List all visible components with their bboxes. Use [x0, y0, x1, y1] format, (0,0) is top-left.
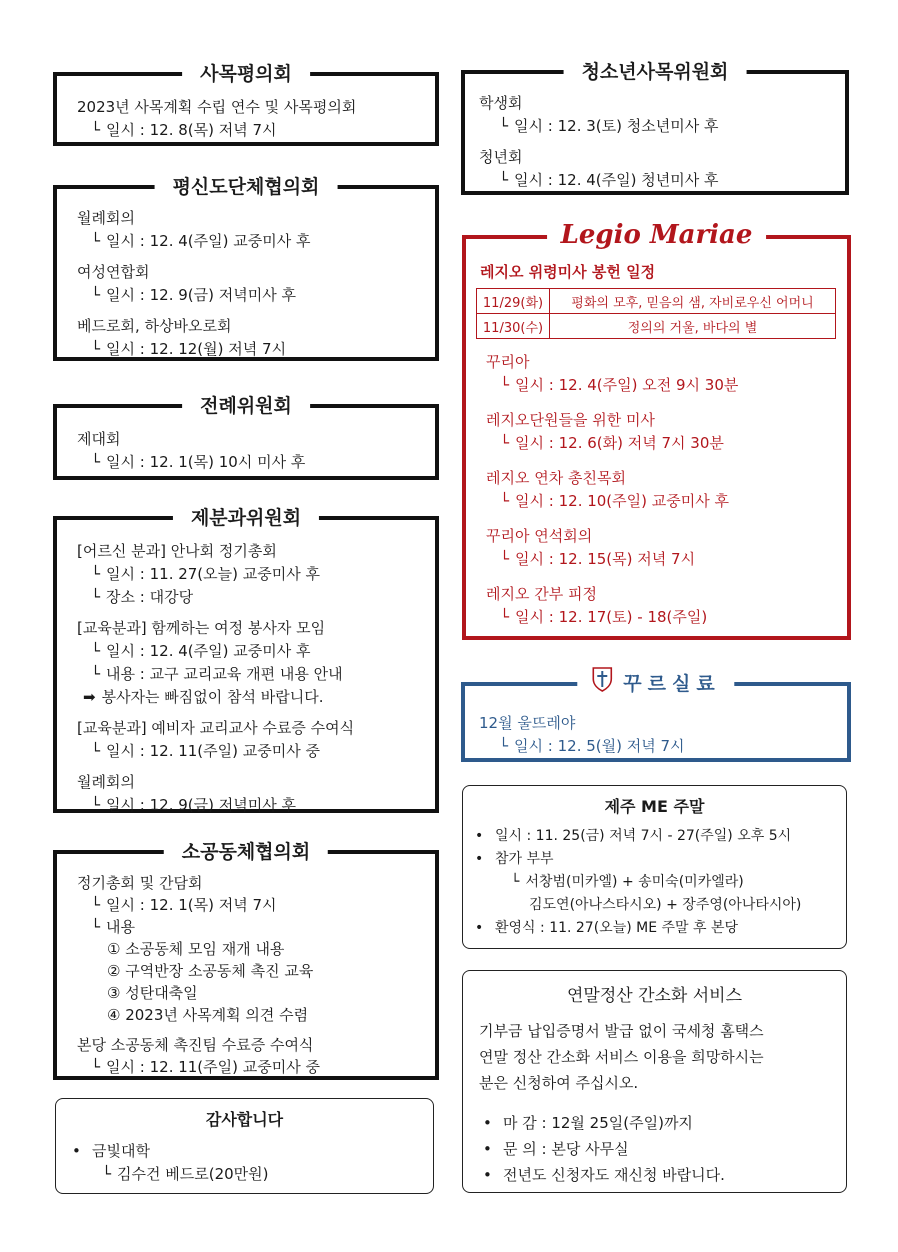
list-item: ④ 2023년 사목계획 의견 수렴 — [107, 1006, 309, 1024]
event-detail: 일시 : 12. 12(월) 저녁 7시 — [106, 340, 287, 358]
section-title: 사목평의회 — [182, 59, 310, 89]
section-title: 소공동체협의회 — [164, 837, 328, 867]
event-detail: 일시 : 12. 5(월) 저녁 7시 — [514, 737, 685, 755]
event-title: 꾸리아 — [486, 353, 530, 371]
event-detail: 일시 : 12. 3(토) 청소년미사 후 — [514, 117, 719, 135]
table-cell-text: 평화의 모후, 믿음의 샘, 자비로우신 어머니 — [550, 289, 836, 314]
thanks-box — [55, 1098, 434, 1194]
shield-icon — [591, 666, 613, 703]
bullet-icon: • — [483, 1114, 492, 1132]
thanks-donor-group: 금빛대학 — [92, 1142, 150, 1160]
me-box — [462, 785, 847, 949]
me-welcome: 환영식 : 11. 27(오늘) ME 주말 후 본당 — [495, 920, 739, 936]
list-item: ① 소공동체 모임 재개 내용 — [107, 940, 285, 958]
event-detail: 일시 : 12. 11(주일) 교중미사 중 — [106, 742, 320, 760]
corner-icon: └ — [91, 665, 101, 683]
tax-paragraph: 분은 신청하여 주십시오. — [479, 1074, 639, 1092]
corner-icon: └ — [102, 1165, 112, 1183]
event-detail: 일시 : 12. 10(주일) 교중미사 후 — [515, 492, 729, 510]
bullet-icon: • — [475, 920, 484, 936]
section-samok — [53, 63, 439, 146]
event-title: [교육분과] 예비자 교리교사 수료증 수여식 — [77, 719, 355, 737]
section-kkureshillo — [461, 673, 851, 762]
event-title: 꾸리아 연석회의 — [486, 527, 593, 545]
corner-icon: └ — [91, 232, 101, 250]
event-title: 12월 울뜨레야 — [479, 714, 576, 732]
corner-icon: └ — [91, 742, 101, 760]
group-name: 여성연합회 — [77, 263, 150, 281]
event-title: 레지오단원들을 위한 미사 — [486, 411, 655, 429]
event-detail: 일시 : 12. 4(주일) 오전 9시 30분 — [515, 376, 739, 394]
corner-icon: └ — [500, 492, 510, 510]
event-title: 레지오 간부 피정 — [486, 585, 597, 603]
corner-icon: └ — [91, 340, 101, 358]
bullet-icon: • — [483, 1140, 492, 1158]
schedule-title: 레지오 위령미사 봉헌 일정 — [480, 263, 656, 281]
legio-title: Legio Mariae — [547, 217, 767, 253]
bullet-icon: • — [483, 1166, 492, 1184]
list-item: ② 구역반장 소공동체 촉진 교육 — [107, 962, 314, 980]
event-detail: 일시 : 12. 1(목) 10시 미사 후 — [106, 453, 306, 471]
me-couple: 서창범(미카엘) + 송미숙(미카엘라) — [525, 874, 744, 890]
kkureshillo-title: 꾸르실료 — [623, 673, 721, 695]
event-detail: 일시 : 12. 8(목) 저녁 7시 — [106, 121, 277, 139]
event-detail: 일시 : 12. 4(주일) 교중미사 후 — [106, 642, 311, 660]
section-jebun — [53, 507, 439, 814]
section-title: 청소년사목위원회 — [564, 57, 747, 87]
section-title: 평신도단체협의회 — [155, 172, 338, 202]
event-detail: 내용 — [106, 918, 136, 936]
corner-icon: └ — [91, 565, 101, 583]
group-name: 베드로회, 하상바오로회 — [77, 317, 232, 335]
corner-icon: └ — [500, 608, 510, 626]
event-detail: 일시 : 12. 4(주일) 교중미사 후 — [106, 232, 311, 250]
group-name: 학생회 — [479, 94, 523, 112]
event-title: [어르신 분과] 안나회 정기총회 — [77, 542, 277, 560]
event-title: [교육분과] 함께하는 여정 봉사자 모임 — [77, 619, 326, 637]
event-detail: 일시 : 12. 4(주일) 청년미사 후 — [514, 171, 719, 189]
tax-box — [462, 970, 847, 1193]
event-title: 정기총회 및 간담회 — [77, 874, 203, 892]
corner-icon: └ — [91, 796, 101, 814]
tax-title: 연말정산 간소화 서비스 — [566, 986, 743, 1006]
event-detail: 일시 : 12. 1(목) 저녁 7시 — [106, 896, 277, 914]
table-cell-date: 11/29(화) — [477, 289, 550, 314]
corner-icon: └ — [511, 874, 520, 890]
section-pyeongsin — [53, 176, 439, 361]
bullet-icon: • — [475, 851, 484, 867]
list-item: ③ 성탄대축일 — [107, 984, 198, 1002]
arrow-right-icon: ➡ — [83, 688, 96, 706]
group-name: 월례회의 — [77, 209, 135, 227]
section-title: 제분과위원회 — [173, 503, 319, 533]
event-detail: 내용 : 교구 교리교육 개편 내용 안내 — [106, 665, 343, 683]
corner-icon: └ — [91, 453, 101, 471]
me-participants-label: 참가 부부 — [495, 851, 554, 867]
corner-icon: └ — [499, 171, 509, 189]
corner-icon: └ — [499, 737, 509, 755]
table-row — [477, 289, 836, 314]
section-legio — [462, 220, 851, 640]
corner-icon: └ — [91, 896, 101, 914]
bullet-icon: • — [475, 828, 484, 844]
event-detail: 일시 : 12. 6(화) 저녁 7시 30분 — [515, 434, 724, 452]
corner-icon: └ — [500, 550, 510, 568]
corner-icon: └ — [91, 918, 101, 936]
corner-icon: └ — [500, 376, 510, 394]
thanks-donor: 김수건 베드로(20만원) — [117, 1165, 269, 1183]
kkureshillo-header — [577, 666, 734, 703]
corner-icon: └ — [91, 1058, 101, 1076]
group-name: 청년회 — [479, 148, 523, 166]
table-cell-date: 11/30(수) — [477, 314, 550, 339]
corner-icon: └ — [499, 117, 509, 135]
event-detail: 일시 : 12. 15(목) 저녁 7시 — [515, 550, 696, 568]
corner-icon: └ — [500, 434, 510, 452]
corner-icon: └ — [91, 121, 101, 139]
me-couple: 김도연(아나스타시오) + 장주영(아나타시아) — [529, 897, 802, 913]
tax-paragraph: 기부금 납입증명서 발급 없이 국세청 홈택스 — [479, 1022, 764, 1040]
corner-icon: └ — [91, 286, 101, 304]
table-cell-text: 정의의 거울, 바다의 별 — [550, 314, 836, 339]
event-detail: 일시 : 11. 27(오늘) 교중미사 후 — [106, 565, 320, 583]
bullet-icon: • — [72, 1142, 81, 1160]
group-name: 제대회 — [77, 430, 121, 448]
corner-icon: └ — [91, 588, 101, 606]
event-detail: 일시 : 12. 9(금) 저녁미사 후 — [106, 796, 296, 814]
me-title: 제주 ME 주말 — [604, 797, 705, 816]
tax-deadline: 마 감 : 12월 25일(주일)까지 — [503, 1114, 693, 1132]
event-detail: 일시 : 12. 11(주일) 교중미사 중 — [106, 1058, 320, 1076]
tax-note: 전년도 신청자도 재신청 바랍니다. — [503, 1166, 725, 1184]
schedule-table — [476, 288, 836, 339]
thanks-title: 감사합니다 — [205, 1110, 284, 1129]
event-detail: 일시 : 12. 9(금) 저녁미사 후 — [106, 286, 296, 304]
tax-paragraph: 연말 정산 간소화 서비스 이용을 희망하시는 — [479, 1048, 764, 1066]
event-title: 레지오 연차 총친목회 — [486, 469, 626, 487]
section-sogong — [53, 841, 439, 1080]
tax-inquiry: 문 의 : 본당 사무실 — [503, 1140, 629, 1158]
table-row — [477, 314, 836, 339]
event-detail: 장소 : 대강당 — [106, 588, 194, 606]
section-jeonrye — [53, 395, 439, 480]
event-note: 봉사자는 빠짐없이 참석 바랍니다. — [101, 688, 324, 706]
section-title: 전례위원회 — [182, 391, 310, 421]
section-youth — [461, 61, 849, 195]
event-detail: 일시 : 12. 17(토) - 18(주일) — [515, 608, 708, 626]
event-title: 본당 소공동체 촉진팀 수료증 수여식 — [77, 1036, 314, 1054]
event-title: 월례회의 — [77, 773, 135, 791]
event-title: 2023년 사목계획 수립 연수 및 사목평의회 — [77, 98, 357, 116]
corner-icon: └ — [91, 642, 101, 660]
me-schedule: 일시 : 11. 25(금) 저녁 7시 - 27(주일) 오후 5시 — [495, 828, 792, 844]
